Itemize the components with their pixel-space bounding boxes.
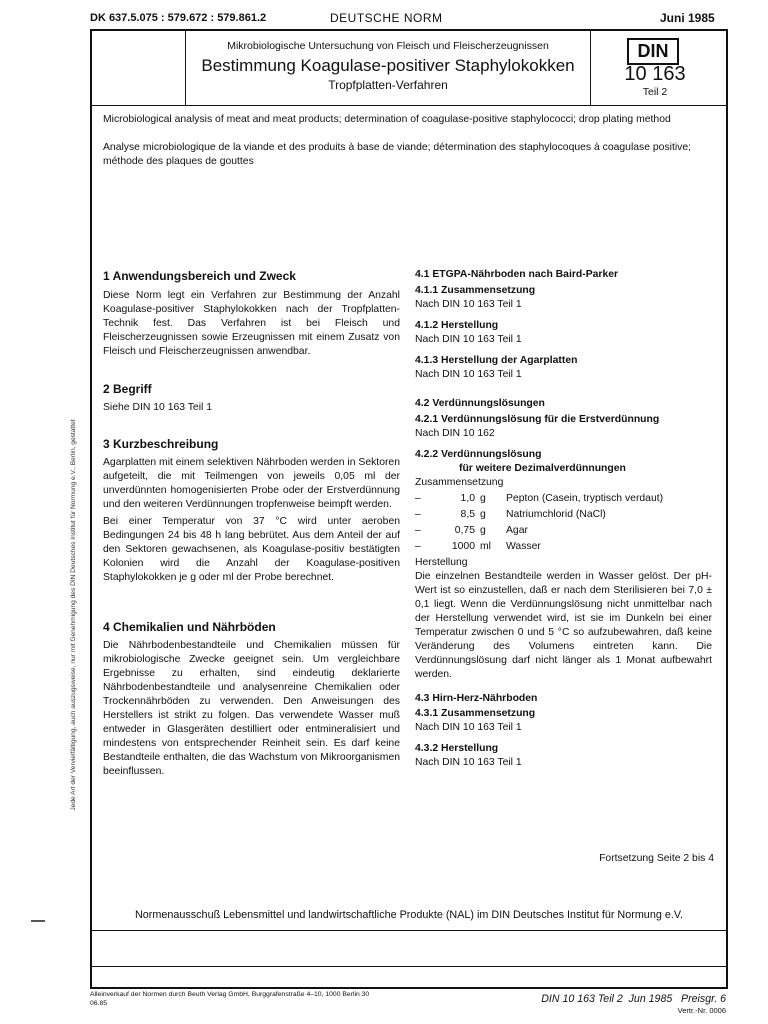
ingredient-dash: – [415,525,421,536]
section-1-text: Diese Norm legt ein Verfahren zur Bestimmung der Anzahl Koagulase-positiver Staphylokokken nach der Tropfplatten-Technik fest. Das Verfahren ist bei Fleisch und Fleischerzeugnissen sowie Erzeugnissen mit einem Zusatz von Fleisch und Fleischerzeugnissen anwendbar. [103,290,400,357]
section-4-3-1-text: Nach DIN 10 163 Teil 1 [415,722,522,733]
section-4-1-3-heading: 4.1.3 Herstellung der Agarplatten [415,355,578,366]
section-4-1-2-heading: 4.1.2 Herstellung [415,320,499,331]
ingredient-dash: – [415,493,421,504]
footer-reference: DIN 10 163 Teil 2 Jun 1985 Preisgr. 6 [541,993,726,1005]
section-3-heading: 3 Kurzbeschreibung [103,437,219,451]
section-4-1-heading: 4.1 ETGPA-Nährboden nach Baird-Parker [415,269,619,280]
ingredient-row [415,492,712,506]
section-3-text-2: Bei einer Temperatur von 37 °C wird unter aeroben Bedingungen 24 bis 48 h lang bebrütet. Aus dem Anteil der auf den Sektoren gewachsenen, als Koagulase-positiv bestätigten Kolonien wird die Anzahl der Koagulase-positiven Staphylokokken je g oder ml der Probe berechnet. [103,516,400,583]
ingredient-unit: g [480,525,486,536]
copyright-side-note: Jede Art der Vervielfältigung, auch auszugsweise, nur mit Genehmigung des DIN Deutsches Institut für Normung e.V., Berlin, gestattet [70,419,77,811]
din-logo [627,38,679,65]
continuation-note: Fortsetzung Seite 2 bis 4 [599,853,714,864]
margin-mark [31,920,45,922]
ingredient-dash: – [415,541,421,552]
section-4-2-1-heading: 4.2.1 Verdünnungslösung für die Erstverdünnung [415,414,660,425]
ingredient-row [415,508,712,522]
section-4-heading: 4 Chemikalien und Nährböden [103,620,276,634]
ingredient-name: Natriumchlorid (NaCl) [506,509,606,520]
section-4-3-2-heading: 4.3.2 Herstellung [415,743,499,754]
dk-classification: DK 637.5.075 : 579.672 : 579.861.2 [90,12,267,24]
section-2-text: Siehe DIN 10 163 Teil 1 [103,402,212,413]
section-4-3-heading: 4.3 Hirn-Herz-Nährboden [415,693,538,704]
section-4-2-2-heading-cont: für weitere Dezimalverdünnungen [459,463,626,474]
title-method: Tropfplatten-Verfahren [328,78,448,92]
preparation-label: Herstellung [415,557,468,568]
ingredient-name: Agar [506,525,528,536]
ingredient-row [415,540,712,554]
ingredient-amount: 8,5 [460,509,475,520]
section-2-heading: 2 Begriff [103,382,152,396]
left-column [103,268,400,779]
footer-sales [90,990,369,1008]
composition-label: Zusammensetzung [415,477,504,488]
section-4-3-2-text: Nach DIN 10 163 Teil 1 [415,757,522,768]
ingredient-list [415,492,712,554]
ingredient-amount: 0,75 [454,525,475,536]
section-4-2-heading: 4.2 Verdünnungslösungen [415,398,545,409]
english-title: Microbiological analysis of meat and meat products; determination of coagulase-positive staphylococci; drop plating method [103,114,671,125]
ingredient-unit: g [480,493,486,504]
ingredient-name: Wasser [506,541,541,552]
section-4-1-1-text: Nach DIN 10 163 Teil 1 [415,299,522,310]
norm-type: DEUTSCHE NORM [330,11,443,25]
footer-sales-line: Alleinverkauf der Normen durch Beuth Verlag GmbH, Burggrafenstraße 4–10, 1000 Berlin 30 [90,991,370,998]
footer-vertr-number: Vertr.-Nr. 0006 [677,1006,726,1015]
ingredient-unit: g [480,509,486,520]
din-part: Teil 2 [642,86,668,98]
preparation-text: Die einzelnen Bestandteile werden in Wasser gelöst. Der pH-Wert ist so einzustellen, daß er nach dem Sterilisieren bei 7,0 ± 0,1 liegt. Wenn die Verdünnungslösung nicht unmittelbar nach der Herstellung verwendet wird, ist sie im Dunkeln bei einer Temperatur zwischen 0 und 5 °C so aufzubewahren, daß keine Veränderung des Volumens eintreten kann. Die Verdünnungslösung darf nicht länger als 1 Monat aufbewahrt werden. [415,571,712,680]
section-4-1-3-text: Nach DIN 10 163 Teil 1 [415,369,522,380]
issue-date: Juni 1985 [660,11,715,25]
din-logo-text: DIN [637,41,669,61]
section-4-text: Die Nährbodenbestandteile und Chemikalien müssen für mikrobiologische Zwecke geeignet sein. Um vergleichbare Ergebnisse zu erhalten, sind eindeutig deklarierte Nährbodenbestandteile und analysenreine Chemikalien oder Trockennährböden zu verwenden. Den Anweisungen des Herstellers ist strikt zu folgen. Das verwendete Wasser muß entweder in Glasgeräten destilliert oder entmineralisiert und mindestens von entsprechender Reinheit sein. Es darf keine Bestandteile enthalten, die das Wachstum von Mikroorganismen beeinflussen. [103,640,400,777]
right-column [415,268,712,770]
page-title: Bestimmung Koagulase-positiver Staphylokokken [201,56,575,75]
section-4-3-1-heading: 4.3.1 Zusammensetzung [415,708,536,719]
section-4-2-1-text: Nach DIN 10 162 [415,428,495,439]
section-4-2-2-heading: 4.2.2 Verdünnungslösung [415,449,542,460]
ingredient-amount: 1000 [451,541,475,552]
ingredient-name: Pepton (Casein, tryptisch verdaut) [506,493,664,504]
title-subtitle: Mikrobiologische Untersuchung von Fleisch und Fleischerzeugnissen [227,40,549,52]
section-4-1-1-heading: 4.1.1 Zusammensetzung [415,285,536,296]
section-3-text-1: Agarplatten mit einem selektiven Nährboden werden in Sektoren aufgeteilt, die mit Teilmengen von jeweils 0,05 ml der unverdünnten homogenisierten Probe oder der Erstverdünnung und den weiteren Verdünnungen tropfenweise beimpft werden. [103,457,400,510]
section-4-1-2-text: Nach DIN 10 163 Teil 1 [415,334,522,345]
committee-line: Normenausschuß Lebensmittel und landwirtschaftliche Produkte (NAL) im DIN Deutsches Institut für Normung e.V. [134,909,684,921]
french-title: Analyse microbiologique de la viande et des produits à base de viande; détermination des staphylocoques à coagulase positive; méthode des plaques de gouttes [103,142,692,167]
din-number: 10 163 [624,63,686,85]
ingredient-row [415,524,712,538]
footer-sales-date: 06.85 [90,1000,108,1007]
ingredient-unit: ml [480,541,491,552]
section-1-heading: 1 Anwendungsbereich und Zweck [103,269,296,283]
ingredient-amount: 1,0 [460,493,475,504]
ingredient-dash: – [415,509,421,520]
